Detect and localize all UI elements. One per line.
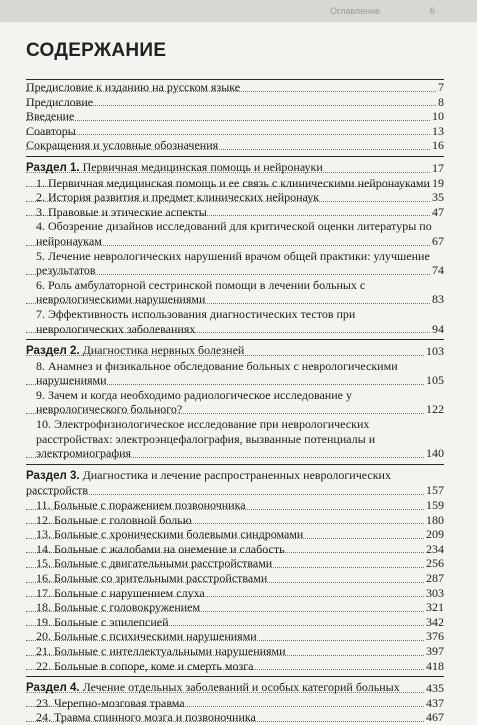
toc-chapter-item-text: 10. Электрофизиологическое исследование при неврологических расстройствах: электроэнцефалография, вызванные потенциалы и электромиография [36, 417, 376, 461]
toc-chapter-item [26, 542, 444, 557]
page-number: 19 [432, 175, 444, 190]
toc-front-item [26, 95, 444, 110]
toc-section-heading-text [26, 343, 244, 357]
toc-chapter-item-text: 17. Больные с нарушением слуха [36, 585, 205, 600]
page-number: 16 [432, 138, 444, 153]
toc-chapter-item-text: 24. Травма спинного мозга и позвоночника [36, 710, 256, 725]
toc-section-heading-text [26, 468, 391, 498]
page-number: 467 [426, 710, 444, 725]
toc-chapter-item [26, 556, 444, 571]
toc-front-item [26, 124, 444, 139]
toc-chapter-item-text: 12. Больные с головной болью [36, 512, 192, 527]
page-number: 234 [426, 541, 444, 556]
toc-section-heading-text [26, 680, 400, 694]
page-number: 140 [426, 446, 444, 461]
toc-chapter-item [26, 498, 444, 513]
page-number: 256 [426, 556, 444, 571]
toc-front-item-text: Предисловие к изданию на русском языке [26, 80, 241, 94]
toc-front-item-text: Введение [26, 109, 75, 124]
toc-chapter-item-text: 20. Больные с психическими нарушениями [36, 629, 257, 644]
section-divider [26, 676, 444, 677]
page-number: 13 [432, 123, 444, 138]
toc-chapter-item [26, 307, 444, 336]
page-number: 83 [432, 292, 444, 307]
section-title: Диагностика и лечение распространенных неврологических расстройств [26, 467, 391, 498]
toc-chapter-item-text: 1. Первичная медицинская помощь и ее связь с клиническими нейронауками [36, 175, 430, 190]
page-number: 10 [432, 109, 444, 124]
page-number: 209 [426, 527, 444, 542]
toc-front-item [26, 80, 444, 95]
toc-section-heading [26, 468, 444, 498]
toc-chapter-item [26, 417, 444, 461]
toc-chapter-item [26, 659, 444, 674]
toc-chapter-item-text: 13. Больные с хроническими болевыми синдромами [36, 527, 304, 542]
page-number: 122 [426, 402, 444, 417]
page-number: 342 [426, 614, 444, 629]
dot-leader [26, 494, 444, 495]
section-divider [26, 339, 444, 340]
toc-chapter-item-text: 19. Больные с эпилепсией [36, 614, 169, 629]
section-title: Лечение отдельных заболеваний и особых категорий больных [82, 680, 400, 695]
toc-chapter-item-text: 14. Больные с жалобами на онемение и слабость [36, 541, 285, 556]
toc-chapter-item [26, 696, 444, 711]
page-number: 94 [432, 321, 444, 336]
toc-chapter-item [26, 571, 444, 586]
toc-chapter-item [26, 586, 444, 601]
toc-chapter-item-text: 11. Больные с поражением позвоночника [36, 498, 246, 513]
page-number: 437 [426, 695, 444, 710]
page-number: 159 [426, 498, 444, 513]
toc-chapter-item-text: 9. Зачем и когда необходимо радиологическое исследование у неврологического больного? [36, 387, 352, 417]
toc-front-item [26, 138, 444, 153]
page-number: 7 [438, 80, 444, 94]
section-title: Диагностика нервных болезней [82, 343, 245, 358]
toc-chapter-item-text: 15. Больные с двигательными расстройствами [36, 556, 273, 571]
toc-chapter-item-text: 22. Больные в сопоре, коме и смерть мозга [36, 658, 254, 673]
section-label: Раздел 3. [26, 469, 80, 482]
toc-front-item [26, 109, 444, 124]
toc-chapter-item [26, 644, 444, 659]
toc-section-heading-text [26, 160, 323, 174]
page-number: 321 [426, 600, 444, 615]
page-number: 105 [426, 373, 444, 388]
toc-chapter-item-text: 18. Больные с головокружением [36, 600, 201, 615]
page-number: 47 [432, 204, 444, 219]
running-title: Оглавление [330, 6, 381, 16]
page-number: 8 [438, 94, 444, 109]
toc-chapter-item [26, 388, 444, 417]
toc-chapter-item-text: 5. Лечение неврологических нарушений врачом общей практики: улучшение результатов [36, 248, 430, 278]
toc-chapter-item-text: 8. Анамнез и физикальное обследование больных с неврологическими нарушениями [36, 358, 398, 388]
toc-front-item-text: Сокращения и условные обозначения [26, 138, 219, 153]
toc-chapter-item [26, 176, 444, 191]
toc-chapter-item [26, 359, 444, 388]
toc-section-heading [26, 680, 444, 696]
page-number: 103 [426, 344, 444, 359]
section-label: Раздел 4. [26, 682, 80, 695]
page-number: 67 [432, 233, 444, 248]
toc-chapter-item [26, 513, 444, 528]
toc-chapter-item-text: 6. Роль амбулаторной сестринской помощи в лечении больных с неврологическими нарушениями [36, 277, 366, 307]
toc-chapter-item-text: 7. Эффективность использования диагностических тестов при неврологических заболеваниях [36, 306, 356, 336]
toc-chapter-item-text: 21. Больные с интеллектуальными нарушениями [36, 643, 286, 658]
page-number: 35 [432, 190, 444, 205]
toc-chapter-item [26, 615, 444, 630]
toc-chapter-item [26, 710, 444, 725]
page-number: 157 [426, 483, 444, 498]
toc-chapter-item [26, 527, 444, 542]
running-header [0, 0, 477, 22]
toc-chapter-item [26, 278, 444, 307]
page-number: 376 [426, 629, 444, 644]
toc-chapter-item [26, 629, 444, 644]
toc-section-heading [26, 160, 444, 176]
section-title: Первичная медицинская помощь и нейронауки [82, 159, 323, 174]
toc-chapter-item [26, 205, 444, 220]
section-divider [26, 156, 444, 157]
page-number: 74 [432, 263, 444, 278]
page-number: 435 [426, 681, 444, 696]
page-number: 397 [426, 643, 444, 658]
toc-chapter-item [26, 600, 444, 615]
running-page-number: 6 [430, 6, 436, 16]
page-number: 180 [426, 512, 444, 527]
toc-chapter-item [26, 219, 444, 248]
toc-front-item-text: Соавторы [26, 123, 76, 138]
section-divider [26, 464, 444, 465]
dot-leader [26, 134, 444, 135]
table-of-contents [26, 76, 444, 725]
page-number: 287 [426, 571, 444, 585]
page-number: 303 [426, 585, 444, 600]
page-number: 418 [426, 658, 444, 673]
page-title: СОДЕРЖАНИЕ [26, 40, 167, 61]
toc-chapter-item-text: 4. Обозрение дизайнов исследований для критической оценки литературы по нейронаукам [36, 219, 432, 248]
toc-chapter-item [26, 249, 444, 278]
page-number: 17 [432, 160, 444, 175]
toc-section-heading [26, 343, 444, 359]
toc-chapter-item-text: 16. Больные со зрительными расстройствами [36, 571, 268, 585]
toc-chapter-item [26, 190, 444, 205]
toc-chapter-item-text: 23. Черепно-мозговая травма [36, 695, 185, 710]
section-label: Раздел 1. [26, 161, 80, 174]
toc-chapter-item-text: 3. Правовые и этические аспекты [36, 204, 207, 219]
toc-chapter-item-text: 2. История развития и предмет клинических нейронаук [36, 190, 320, 205]
toc-front-item-text: Предисловие [26, 94, 94, 109]
dot-leader [26, 120, 444, 121]
section-label: Раздел 2. [26, 345, 80, 358]
